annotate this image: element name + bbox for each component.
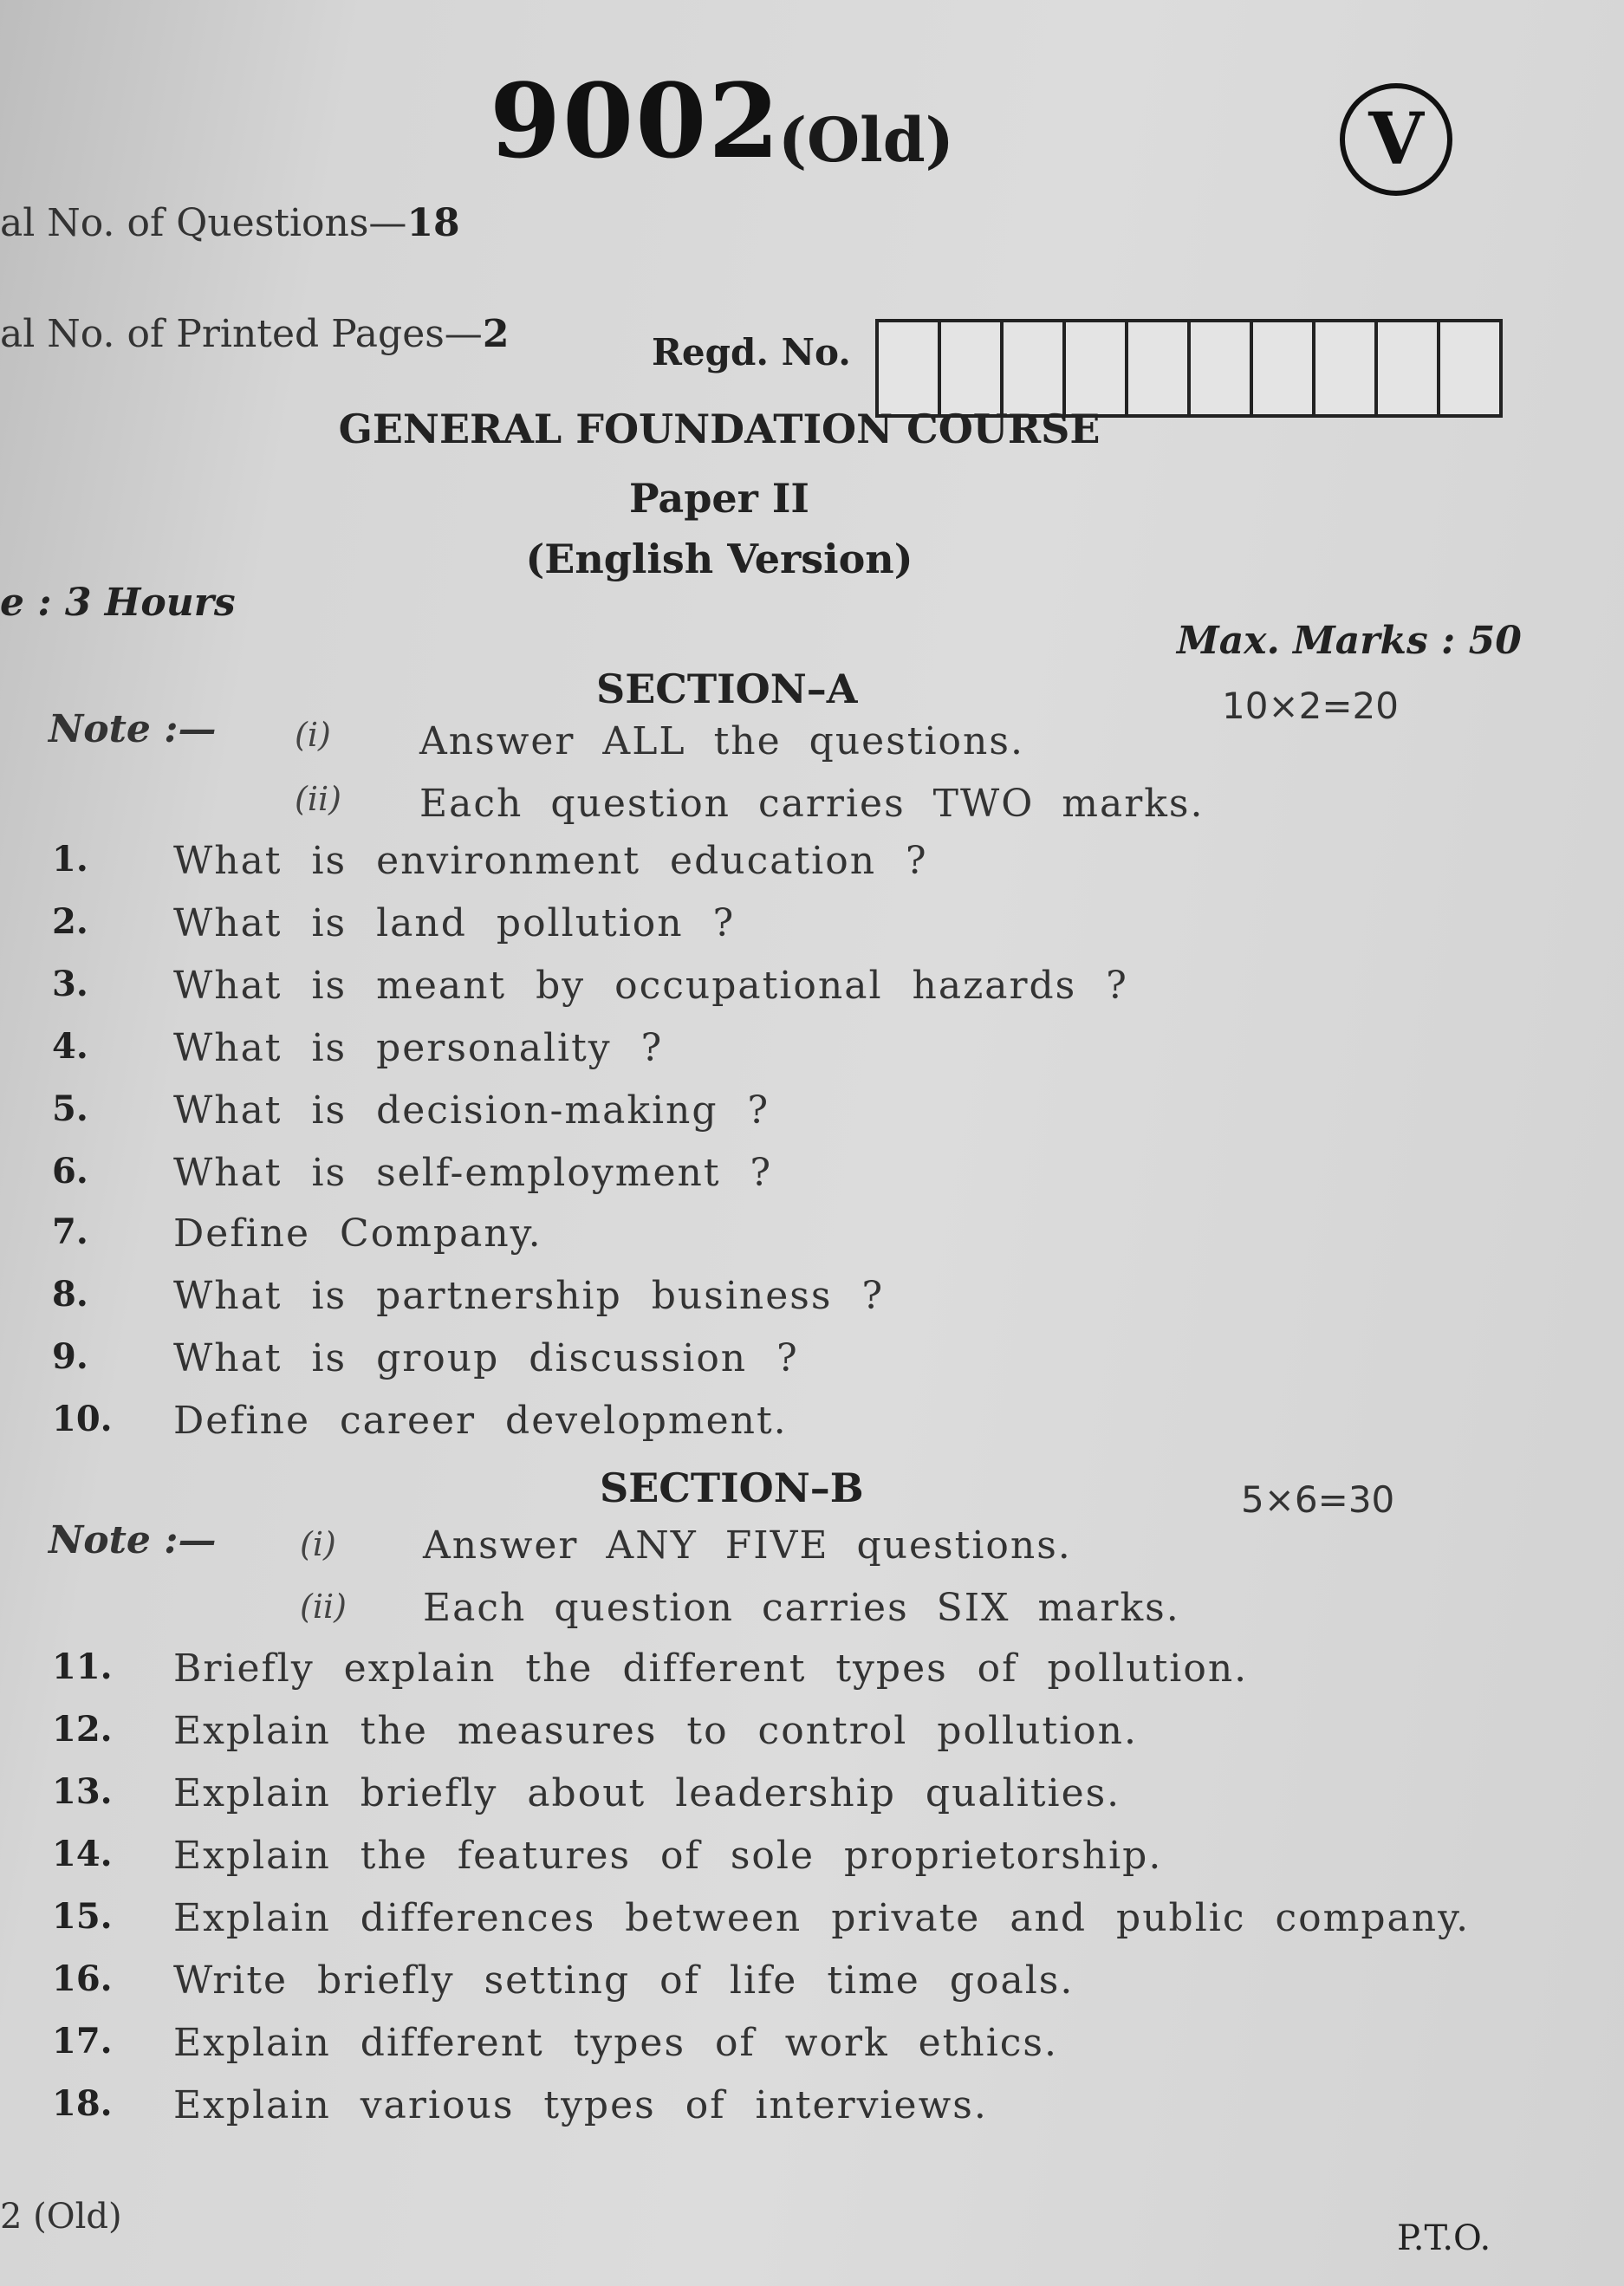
- paper-title: Paper II: [629, 475, 809, 522]
- question-text: Define Company.: [173, 1211, 542, 1256]
- version-title: (English Version): [525, 536, 913, 582]
- question-number: 18.: [52, 2083, 113, 2124]
- question-number: 16.: [52, 1958, 113, 1999]
- question-number: 4.: [52, 1026, 88, 1067]
- question-text: Explain different types of work ethics.: [173, 2021, 1058, 2065]
- section-a-note-num: (i): [295, 716, 331, 754]
- section-a-note-label: Note :—: [49, 707, 217, 751]
- section-a-note-num: (ii): [295, 780, 341, 818]
- question-text: Explain the measures to control pollution.: [173, 1709, 1138, 1753]
- question-number: 12.: [52, 1709, 113, 1750]
- question-text: What is personality ?: [173, 1026, 664, 1070]
- question-text: Write briefly setting of life time goals.: [173, 1958, 1075, 2003]
- total-pages: [0, 312, 509, 356]
- set-badge: [1340, 83, 1452, 196]
- paper-code-suffix: (Old): [778, 104, 954, 176]
- question-number: 9.: [52, 1336, 88, 1377]
- question-number: 11.: [52, 1646, 113, 1687]
- question-number: 6.: [52, 1151, 88, 1192]
- question-number: 1.: [52, 839, 88, 880]
- footer-pto: P.T.O.: [1397, 2218, 1491, 2258]
- question-number: 17.: [52, 2021, 113, 2062]
- question-number: 8.: [52, 1274, 88, 1315]
- question-text: What is environment education ?: [173, 839, 928, 883]
- question-number: 15.: [52, 1896, 113, 1937]
- regd-box: [1000, 322, 1062, 414]
- section-b-note-text: Each question carries SIX marks.: [423, 1586, 1180, 1630]
- time-duration: e : 3 Hours: [0, 581, 236, 625]
- question-text: What is group discussion ?: [173, 1336, 799, 1380]
- regd-number-boxes: [875, 319, 1503, 418]
- set-letter: V: [1368, 98, 1424, 181]
- question-number: 5.: [52, 1088, 88, 1129]
- regd-box: [1250, 322, 1312, 414]
- regd-box: [1187, 322, 1250, 414]
- question-text: What is meant by occupational hazards ?: [173, 964, 1128, 1008]
- question-text: What is self-employment ?: [173, 1151, 773, 1195]
- section-b-title: SECTION–B: [600, 1464, 864, 1511]
- question-text: Define career development.: [173, 1399, 788, 1443]
- section-b-marks: 5×6=30: [1241, 1478, 1395, 1521]
- question-text: What is decision-making ?: [173, 1088, 770, 1133]
- regd-box: [938, 322, 1000, 414]
- max-marks: Max. Marks : 50: [1177, 619, 1522, 663]
- question-number: 14.: [52, 1834, 113, 1874]
- question-text: What is land pollution ?: [173, 901, 736, 945]
- section-a-note-text: Answer ALL the questions.: [419, 719, 1024, 763]
- section-b-note-label: Note :—: [49, 1518, 217, 1562]
- section-b-note-num: (i): [300, 1525, 336, 1563]
- regd-label: Regd. No.: [652, 331, 851, 373]
- question-text: Explain differences between private and public company.: [173, 1896, 1471, 1940]
- total-questions-label: al No. of Questions—: [0, 201, 407, 245]
- question-number: 13.: [52, 1771, 113, 1812]
- total-pages-value: 2: [482, 312, 510, 356]
- total-questions-value: 18: [406, 201, 460, 245]
- question-number: 7.: [52, 1211, 88, 1252]
- question-text: What is partnership business ?: [173, 1274, 885, 1318]
- question-number: 10.: [52, 1399, 113, 1439]
- regd-box: [1374, 322, 1437, 414]
- question-text: Explain various types of interviews.: [173, 2083, 988, 2127]
- course-title: GENERAL FOUNDATION COURSE: [338, 406, 1101, 452]
- regd-box: [1062, 322, 1125, 414]
- section-a-note-text: Each question carries TWO marks.: [419, 782, 1205, 826]
- total-questions: [0, 201, 460, 245]
- regd-box: [1312, 322, 1374, 414]
- section-a-title: SECTION–A: [596, 666, 858, 712]
- question-number: 3.: [52, 964, 88, 1004]
- regd-box: [1437, 322, 1499, 414]
- section-a-marks: 10×2=20: [1222, 685, 1399, 727]
- paper-code: 9002: [490, 61, 782, 181]
- section-b-note-text: Answer ANY FIVE questions.: [423, 1523, 1072, 1568]
- total-pages-label: al No. of Printed Pages—: [0, 312, 483, 356]
- regd-box: [879, 322, 938, 414]
- question-text: Explain the features of sole proprietorship.: [173, 1834, 1163, 1878]
- section-b-note-num: (ii): [300, 1588, 347, 1626]
- footer-code: 2 (Old): [0, 2197, 122, 2237]
- question-number: 2.: [52, 901, 88, 942]
- question-text: Explain briefly about leadership qualities.: [173, 1771, 1121, 1815]
- question-text: Briefly explain the different types of pollution.: [173, 1646, 1249, 1691]
- regd-box: [1125, 322, 1187, 414]
